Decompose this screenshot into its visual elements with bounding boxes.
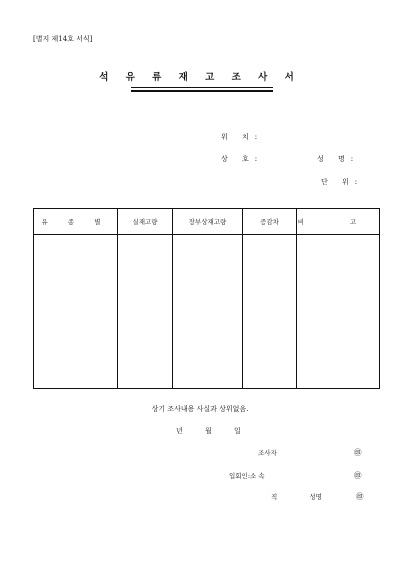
document-title: 석 유 류 재 고 조 사 서 <box>99 72 301 83</box>
unit-field-label: 단 위: <box>321 178 364 186</box>
difference-cell[interactable] <box>243 235 297 389</box>
name-field-label: 성 명: <box>317 155 360 163</box>
title-underline-bottom <box>131 90 273 92</box>
date-line: 년 월 일 <box>176 427 241 435</box>
witness-seal-mark: ㊞ <box>354 471 362 480</box>
table-header-row <box>34 209 380 235</box>
form-number-label: [별지 제14호 서식] <box>33 35 93 43</box>
location-field-label: 위 치: <box>221 133 264 141</box>
oil-type-cell[interactable] <box>34 235 118 389</box>
header-actual-stock: 실재고량 <box>118 209 173 235</box>
table-row <box>34 235 380 389</box>
header-remarks: 비 고 <box>297 209 380 235</box>
position-name-label: 직 성명 <box>271 493 322 501</box>
book-stock-cell[interactable] <box>173 235 243 389</box>
trade-name-field-label: 상 호: <box>221 155 264 163</box>
confirmation-statement: 상기 조사내용 사실과 상위없음. <box>151 405 249 413</box>
header-book-stock: 장부상재고량 <box>173 209 243 235</box>
title-underline-top <box>131 87 273 88</box>
header-difference: 증감차 <box>243 209 297 235</box>
header-oil-type: 유 종 별 <box>34 209 118 235</box>
inventory-table <box>33 208 380 389</box>
position-seal-mark: ㊞ <box>356 492 364 501</box>
remarks-cell[interactable] <box>297 235 380 389</box>
inspector-label: 조사자 <box>258 449 277 457</box>
actual-stock-cell[interactable] <box>118 235 173 389</box>
inspector-seal-mark: ㊞ <box>354 448 362 457</box>
witness-affiliation-label: 입회인:소 속 <box>229 472 265 480</box>
